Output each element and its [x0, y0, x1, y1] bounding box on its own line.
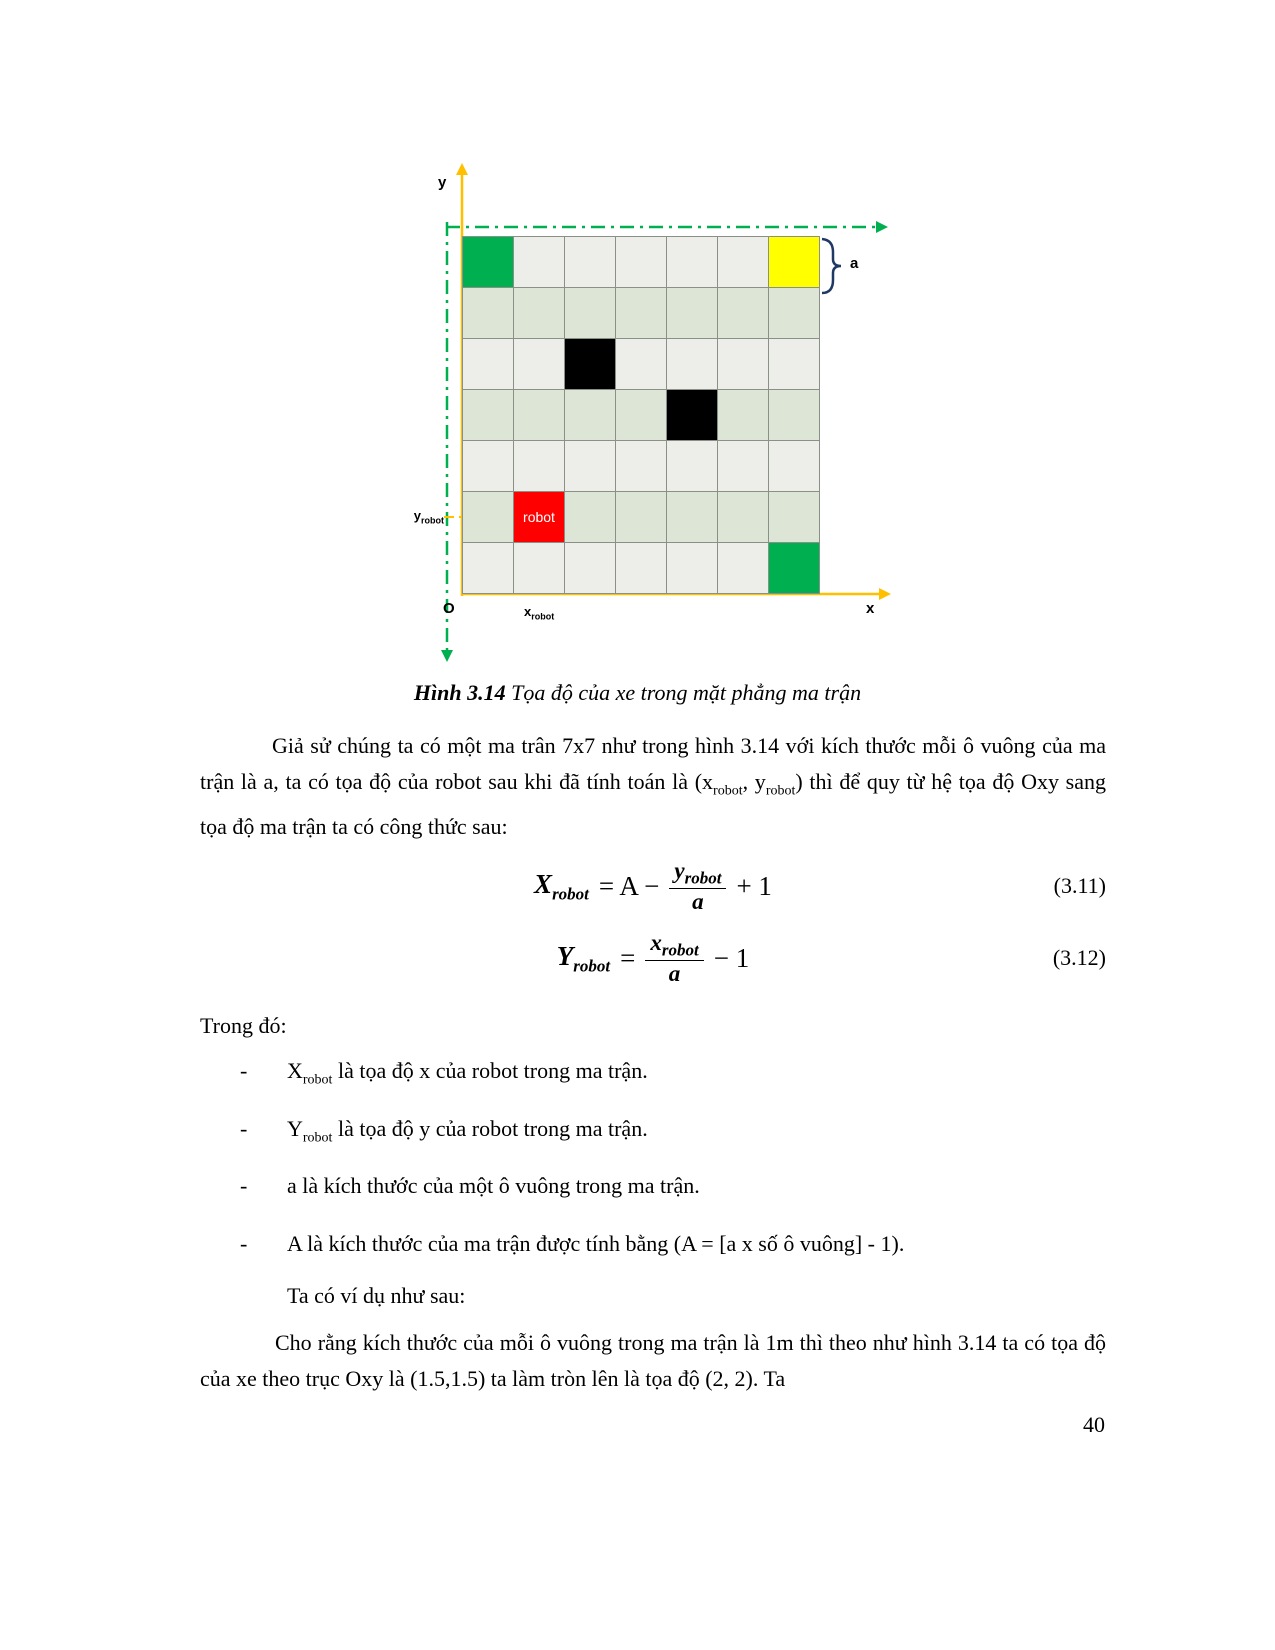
grid-cell — [667, 288, 717, 338]
grid-cell — [718, 237, 768, 287]
grid-cell — [718, 441, 768, 491]
grid-cell — [463, 237, 513, 287]
grid-cell — [769, 543, 819, 593]
eq2-num-sub: robot — [661, 940, 699, 960]
list-item — [200, 1053, 1106, 1097]
top-guide-arrow-icon — [876, 221, 888, 233]
figure-caption — [0, 680, 1275, 706]
grid-cell — [565, 390, 615, 440]
y-axis-arrow-icon — [456, 163, 468, 175]
page-content — [200, 728, 1106, 1397]
grid-cell — [769, 288, 819, 338]
grid-cell — [565, 288, 615, 338]
equation-3-11-number: (3.11) — [1053, 873, 1106, 899]
list-item — [200, 1226, 1106, 1270]
equation-3-12-number: (3.12) — [1052, 945, 1106, 971]
eq2-fraction — [645, 930, 703, 988]
grid-cell — [565, 237, 615, 287]
li-body: là tọa độ x của robot trong ma trận. — [332, 1058, 648, 1084]
equation-3-11 — [200, 855, 1106, 917]
grid-cell — [769, 492, 819, 542]
x-robot-label-sub: robot — [531, 611, 555, 622]
equation-lhs — [557, 941, 610, 976]
left-guide-arrow-icon — [441, 650, 453, 662]
grid-cell — [667, 441, 717, 491]
eq2-lhs-main: Y — [556, 940, 574, 971]
grid-cell — [667, 492, 717, 542]
equation-lhs — [534, 869, 589, 904]
eq1-lhs-main: X — [534, 868, 553, 899]
obstacle-cell — [667, 390, 717, 440]
grid-cell — [616, 288, 666, 338]
grid-cell — [769, 237, 819, 287]
li-body: a là kích thước của một ô vuông trong ma trận. — [287, 1173, 700, 1199]
eq2-num-main: x — [650, 929, 662, 955]
equation-3-11-body — [534, 858, 772, 916]
li-sub: robot — [302, 1072, 333, 1088]
eq1-fraction — [669, 858, 726, 916]
eq2-denominator: a — [668, 960, 681, 986]
eq1-num-sub: robot — [684, 868, 722, 888]
eq1-num-main: y — [674, 857, 685, 883]
eq1-denominator: a — [692, 888, 704, 914]
intro-sub-1: robot — [713, 783, 743, 799]
intro-text-1: Giả sử chúng ta có một ma trân 7x7 như trong hình 3.14 với kích thước mỗi ô vuông của ma trận là a, ta có tọa độ của robot sau khi đã tính toán là (x — [200, 733, 1106, 794]
grid-cell — [463, 339, 513, 389]
grid-cell — [463, 492, 513, 542]
grid-cell — [718, 339, 768, 389]
y-robot-label-sub: robot — [421, 515, 444, 526]
equation-3-12 — [200, 927, 1106, 989]
eq2-tail: − 1 — [713, 942, 750, 973]
eq1-numerator — [669, 858, 726, 889]
eq2-lhs-sub: robot — [573, 956, 611, 976]
list-marker: - — [240, 1115, 248, 1141]
grid-cell — [565, 543, 615, 593]
grid-cell — [514, 441, 564, 491]
grid-cell — [565, 492, 615, 542]
eq1-tail: + 1 — [736, 870, 772, 901]
list-item-text — [287, 1111, 648, 1155]
list-item — [200, 1111, 1106, 1155]
figure-caption-number: Hình 3.14 — [413, 680, 506, 705]
grid-cell — [514, 543, 564, 593]
grid-cell — [769, 441, 819, 491]
grid-cell — [718, 390, 768, 440]
grid-cell — [616, 441, 666, 491]
cell-size-label: a — [850, 255, 859, 272]
equation-3-12-body — [557, 930, 749, 988]
grid-cell — [667, 543, 717, 593]
grid-cell — [565, 441, 615, 491]
robot-cell: robot — [514, 492, 564, 542]
grid-cell — [616, 237, 666, 287]
origin-label: O — [443, 600, 455, 617]
obstacle-cell — [565, 339, 615, 389]
x-robot-label-main: x — [524, 604, 532, 619]
x-robot-label — [524, 604, 554, 622]
li-pre: Y — [287, 1115, 303, 1141]
y-robot-label — [390, 508, 444, 526]
li-body: là tọa độ y của robot trong ma trận. — [332, 1115, 648, 1141]
grid-cell — [616, 339, 666, 389]
list-marker: - — [240, 1173, 248, 1199]
grid-cell — [463, 390, 513, 440]
grid-cell — [514, 390, 564, 440]
grid-cell — [514, 339, 564, 389]
li-body: A là kích thước của ma trận được tính bằng (A = [a x số ô vuông] - 1). — [287, 1230, 905, 1256]
grid-cell — [616, 390, 666, 440]
x-axis-label: x — [866, 600, 875, 617]
figure-caption-text: Tọa độ của xe trong mặt phẳng ma trận — [505, 680, 862, 705]
where-heading: Trong đó: — [200, 1013, 287, 1039]
eq1-lhs-sub: robot — [552, 884, 589, 904]
grid-cell — [667, 237, 717, 287]
page-number: 40 — [1083, 1412, 1105, 1437]
intro-sub-2: robot — [765, 783, 796, 799]
matrix-grid — [462, 236, 820, 594]
list-marker: - — [240, 1230, 248, 1256]
x-axis-arrow-icon — [879, 588, 891, 600]
list-item-text — [287, 1168, 700, 1212]
grid-cell — [514, 288, 564, 338]
cell-size-brace-icon — [822, 239, 841, 293]
grid-cell — [616, 492, 666, 542]
paragraph-example: Cho rằng kích thước của mỗi ô vuông trong ma trận là 1m thì theo như hình 3.14 ta có tọa độ của xe theo trục Oxy là (1.5,1.5) ta làm tròn lên là tọa độ (2, 2). Ta — [200, 1329, 1106, 1391]
list-item-text — [287, 1053, 648, 1097]
intro-text-3: ) thì để quy từ hệ tọa độ Oxy sang tọa độ ma trận ta có công thức sau: — [200, 769, 1106, 840]
grid-cell — [718, 288, 768, 338]
grid-cell — [667, 339, 717, 389]
li-pre: X — [287, 1058, 303, 1084]
example-lead: Ta có ví dụ như sau: — [287, 1282, 466, 1308]
grid-cell — [769, 390, 819, 440]
list-item-text — [287, 1226, 904, 1270]
eq2-mid: = — [620, 942, 636, 973]
grid-cell — [463, 288, 513, 338]
grid-cell — [718, 543, 768, 593]
y-axis-label: y — [438, 174, 447, 191]
grid-cell — [769, 339, 819, 389]
eq2-numerator — [645, 930, 703, 961]
intro-text-2: , y — [742, 769, 766, 794]
figure-coordinate-plane — [0, 160, 1275, 680]
y-robot-label-main: y — [413, 508, 421, 523]
eq1-mid: = A − — [598, 870, 660, 901]
definition-list — [200, 1053, 1106, 1270]
grid-cell — [463, 441, 513, 491]
li-sub: robot — [302, 1130, 333, 1146]
list-item — [200, 1168, 1106, 1212]
list-marker: - — [240, 1058, 248, 1084]
grid-cell — [514, 237, 564, 287]
grid-cell — [718, 492, 768, 542]
grid-cell — [616, 543, 666, 593]
paragraph-intro — [200, 728, 1106, 845]
grid-cell — [463, 543, 513, 593]
